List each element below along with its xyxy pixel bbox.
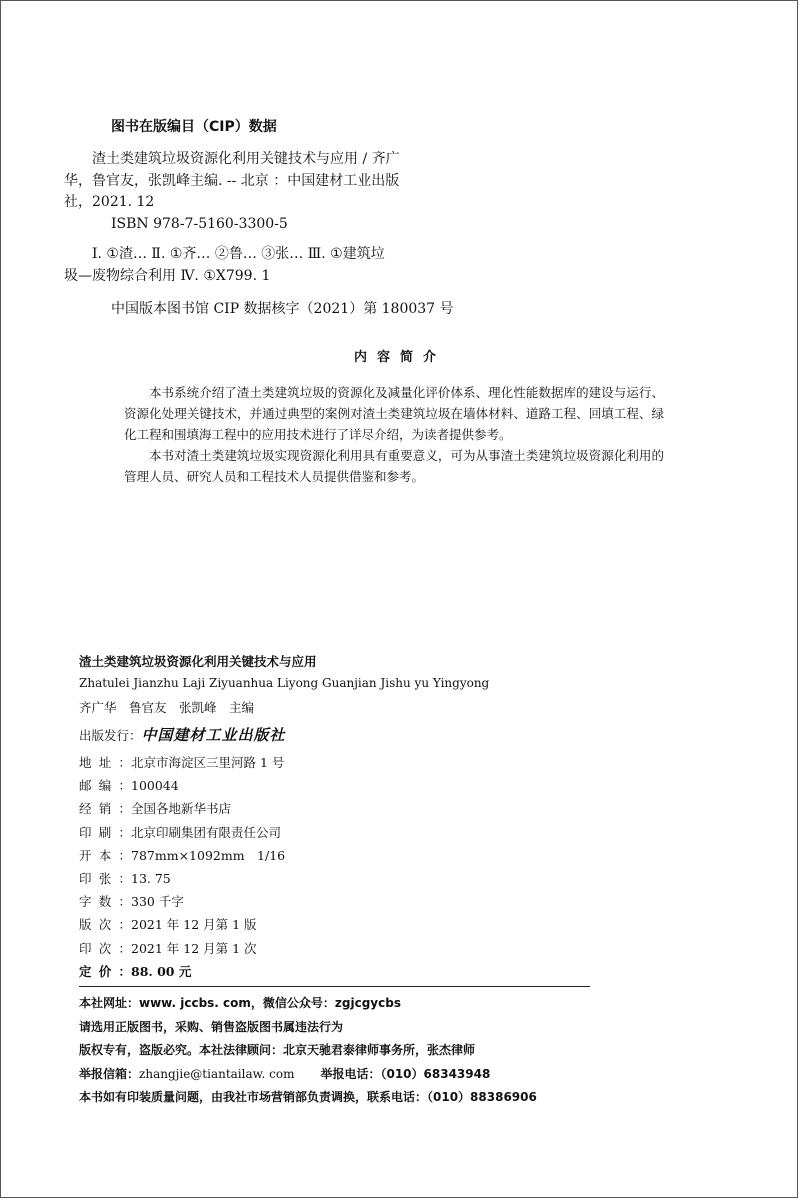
footer-notice: 请选用正版图书，采购、销售盗版图书属违法行为 (79, 1019, 344, 1034)
info-value: 2021 年 12 月第 1 版 (131, 917, 257, 933)
book-title: 渣土类建筑垃圾资源化利用关键技术与应用 (79, 654, 317, 669)
report-phone-label: 举报电话： (320, 1066, 381, 1081)
cip-entry-line2: 华，鲁官友，张凯峰主编. -- 北京 ：中国建材工业出版 (64, 172, 400, 189)
info-label: 印刷： (79, 824, 131, 840)
info-row-edition (79, 913, 285, 936)
info-value: 全国各地新华书店 (131, 801, 232, 817)
info-row-printer (79, 821, 285, 844)
info-label: 经销： (79, 801, 131, 817)
info-value: 88. 00 元 (131, 963, 192, 979)
footer-rights-bold: 版权专有，盗版必究。 (79, 1043, 200, 1057)
info-label: 版次： (79, 917, 131, 933)
info-value: 787mm×1092mm 1/16 (131, 847, 286, 863)
info-label: 邮编： (79, 778, 131, 794)
colophon-info (79, 751, 285, 983)
cip-class-line2: 圾—废物综合利用 Ⅳ. ①X799. 1 (64, 267, 271, 284)
report-email-label: 举报信箱： (79, 1066, 140, 1081)
info-label: 字数： (79, 894, 131, 910)
footer-report (79, 1063, 537, 1087)
info-value: 2021 年 12 月第 1 次 (131, 940, 257, 956)
info-row-price (79, 960, 285, 983)
cip-entry-line1: 渣土类建筑垃圾资源化利用关键技术与应用 / 齐广 (92, 151, 400, 167)
info-row-sheets (79, 867, 285, 890)
footer-website: 本社网址：www. jccbs. com，微信公众号：zgjcgycbs (79, 996, 401, 1010)
info-label: 印张： (79, 870, 131, 886)
info-label: 地址： (79, 755, 131, 770)
info-row-postcode (79, 774, 285, 797)
publisher-label: 出版发行： (79, 728, 142, 743)
info-row-wordcount (79, 890, 285, 913)
info-label: 定价： (79, 963, 131, 979)
report-email: zhangjie@tiantailaw. com (139, 1066, 295, 1081)
info-row-printing (79, 937, 285, 960)
cip-isbn: ISBN 978-7-5160-3300-5 (111, 215, 288, 232)
info-label: 印次： (79, 940, 131, 956)
footer-legal-counsel: 本社法律顾问：北京天驰君泰律师事务所，张杰律师 (199, 1043, 476, 1057)
footer (79, 992, 537, 1110)
footer-rights (79, 1039, 537, 1063)
info-label: 开本： (79, 847, 131, 863)
divider (79, 986, 590, 987)
cip-number: 中国版本图书馆 CIP 数据核字（2021）第 180037 号 (111, 301, 454, 317)
authors: 齐广华 鲁官友 张凯峰 主编 (79, 700, 255, 715)
info-value: 330 千字 (131, 894, 184, 910)
info-value: 13. 75 (131, 870, 171, 886)
abstract-paragraph: 本书系统介绍了渣土类建筑垃圾的资源化及减量化评价体系、理化性能数据库的建设与运行、资源化处理关键技术，并通过典型的案例对渣土类建筑垃圾在墙体材料、道路工程、回填工程、绿化工程和围填海工程中的应用技术进行了详尽介绍，为读者提供参考。 (124, 385, 664, 442)
cip-entry-line3: 社，2021. 12 (64, 194, 155, 210)
info-value: 100044 (131, 778, 179, 794)
abstract (124, 382, 664, 487)
info-row-distributor (79, 797, 285, 820)
abstract-heading: 内容简介 (353, 350, 446, 365)
abstract-paragraph: 本书对渣土类建筑垃圾实现资源化利用具有重要意义，可为从事渣土类建筑垃圾资源化利用的管理人员、研究人员和工程技术人员提供借鉴和参考。 (124, 448, 664, 484)
info-value: 北京市海淀区三里河路 1 号 (131, 755, 285, 770)
info-row-address (79, 751, 285, 774)
cip-title: 图书在版编目（CIP）数据 (111, 119, 277, 135)
cip-block (64, 149, 484, 321)
cip-entry (64, 149, 484, 214)
pinyin-title: Zhatulei Jianzhu Laji Ziyuanhua Liyong Guanjian Jishu yu Yingyong (79, 676, 490, 690)
info-value: 北京印刷集团有限责任公司 (131, 824, 282, 840)
footer-quality-notice: 本书如有印装质量问题，由我社市场营销部负责调换，联系电话：（010）88386906 (79, 1090, 537, 1104)
report-phone: （010）68343948 (380, 1066, 491, 1081)
info-row-format (79, 844, 285, 867)
cip-class-line1: Ⅰ. ①渣… Ⅱ. ①齐… ②鲁… ③张… Ⅲ. ①建筑垃 (92, 246, 385, 262)
cip-classification (64, 244, 484, 287)
publisher-row (79, 724, 286, 745)
publisher-name: 中国建材工业出版社 (141, 726, 286, 744)
